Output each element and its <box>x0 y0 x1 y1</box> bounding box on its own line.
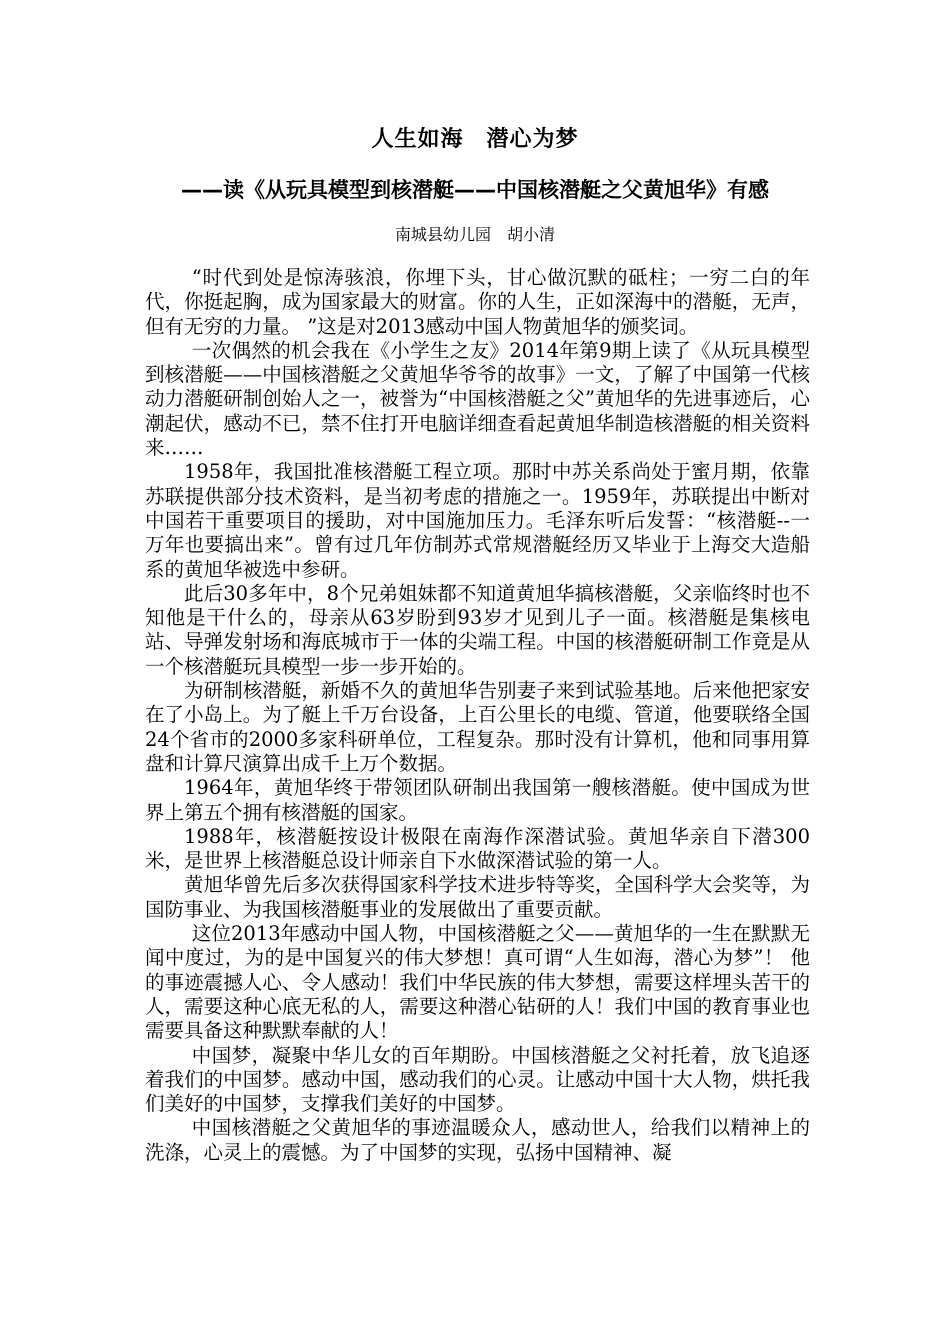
body-paragraph: 1988年，核潜艇按设计极限在南海作深潜试验。黄旭华亲自下潜300米，是世界上核潜艇总设计师亲自下水做深潜试验的第一人。 <box>145 824 810 873</box>
body-paragraph: 中国核潜艇之父黄旭华的事迹温暖众人，感动世人，给我们以精神上的洗涤，心灵上的震憾。为了中国梦的实现，弘扬中国精神、凝 <box>145 1116 810 1164</box>
body-paragraph: 黄旭华曾先后多次获得国家科学技术进步特等奖，全国科学大会奖等，为国防事业、为我国核潜艇事业的发展做出了重要贡献。 <box>145 873 810 921</box>
document-subtitle: ——读《从玩具模型到核潜艇——中国核潜艇之父黄旭华》有感 <box>181 178 769 202</box>
body-paragraph: 1958年，我国批准核潜艇工程立项。那时中苏关系尚处于蜜月期，依靠苏联提供部分技术资料，是当初考虑的措施之一。1959年，苏联提出中断对中国若干重要项目的援助，对中国施加压力。毛泽东听后发誓：“核潜艇--一万年也要搞出来”。曾有过几年仿制苏式常规潜艇经历又毕业于上海交大造船系的黄旭华被选中参研。 <box>145 460 810 581</box>
body-paragraph: 为研制核潜艇，新婚不久的黄旭华告别妻子来到试验基地。后来他把家安在了小岛上。为了艇上千万台设备，上百公里长的电缆、管道，他要联络全国24个省市的2000多家科研单位，工程复杂。那时没有计算机，他和同事用算盘和计算尺演算出成千上万个数据。 <box>145 679 810 775</box>
body-paragraph: 这位2013年感动中国人物，中国核潜艇之父——黄旭华的一生在默默无闻中度过，为的是中国复兴的伟大梦想！真可谓“人生如海，潜心为梦”！ 他的事迹震撼人心、令人感动！我们中华民族的伟大梦想，需要这样埋头苦干的人，需要这种心底无私的人，需要这种潜心钻研的人！我们中国的教育事业也需要具备这种默默奉献的人！ <box>145 922 810 1043</box>
document-author: 南城县幼儿园 胡小清 <box>394 225 555 244</box>
body-paragraph: 中国梦，凝聚中华儿女的百年期盼。中国核潜艇之父衬托着，放飞追逐着我们的中国梦。感动中国，感动我们的心灵。让感动中国十大人物，烘托我们美好的中国梦，支撑我们美好的中国梦。 <box>145 1043 810 1116</box>
document-body <box>145 266 810 1165</box>
document-title: 人生如海 潜心为梦 <box>371 127 579 152</box>
body-paragraph: 一次偶然的机会我在《小学生之友》2014年第9期上读了《从玩具模型到核潜艇——中国核潜艇之父黄旭华爷爷的故事》一文，了解了中国第一代核动力潜艇研制创始人之一，被誉为“中国核潜艇之父”黄旭华的先进事迹后，心潮起伏，感动不已，禁不住打开电脑详细查看起黄旭华制造核潜艇的相关资料来…… <box>145 338 810 460</box>
body-paragraph: “时代到处是惊涛骇浪，你埋下头，甘心做沉默的砥柱；一穷二白的年代，你挺起胸，成为国家最大的财富。你的人生，正如深海中的潜艇，无声，但有无穷的力量。 ”这是对2013感动中国人物黄旭华的颁奖词。 <box>145 266 810 338</box>
body-paragraph: 此后30多年中，8个兄弟姐妹都不知道黄旭华搞核潜艇，父亲临终时也不知他是干什么的，母亲从63岁盼到93岁才见到儿子一面。核潜艇是集核电站、导弹发射场和海底城市于一体的尖端工程。中国的核潜艇研制工作竟是从一个核潜艇玩具模型一步一步开始的。 <box>145 581 810 678</box>
body-paragraph: 1964年，黄旭华终于带领团队研制出我国第一艘核潜艇。使中国成为世界上第五个拥有核潜艇的国家。 <box>145 776 810 824</box>
